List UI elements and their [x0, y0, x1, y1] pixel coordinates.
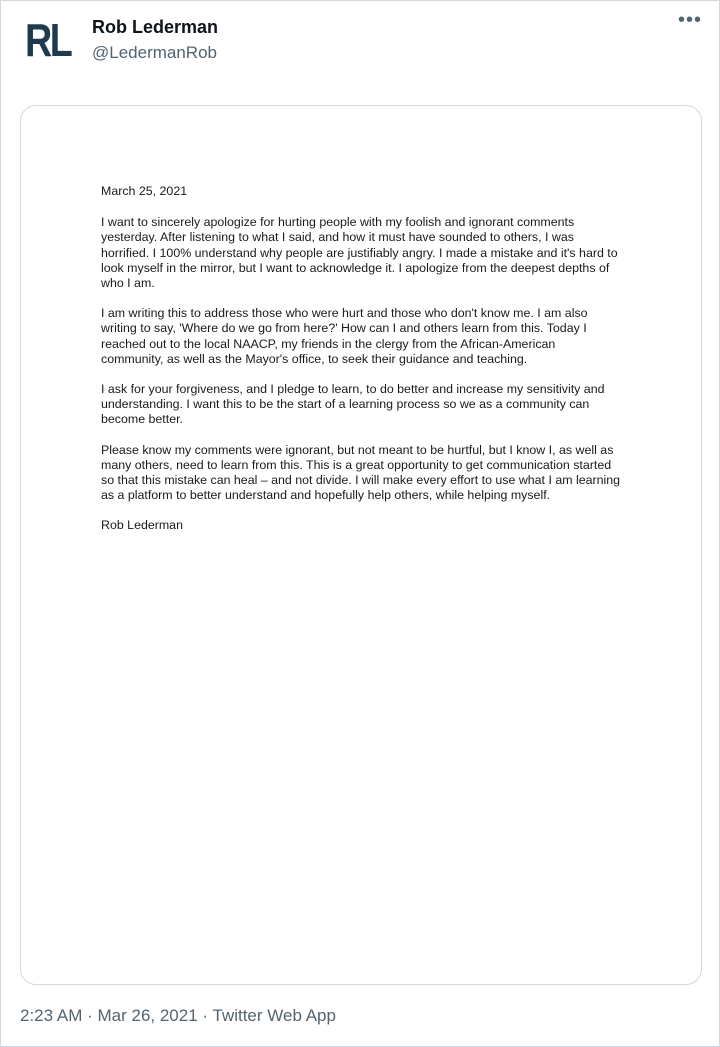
- letter-paragraph: Please know my comments were ignorant, but not meant to be hurtful, but I know I, as well as many others, need to learn from this. This is a great opportunity to get communication started so that this mistake can heal – and not divide. I will make every effort to use what I am learning as a platform to better understand and hopefully help others, while helping myself.: [101, 442, 621, 503]
- tweet-metadata: [20, 1006, 336, 1026]
- separator: ·: [197, 1006, 213, 1025]
- tweet-time[interactable]: 2:23 AM: [20, 1006, 83, 1025]
- author-name[interactable]: Rob Lederman: [92, 17, 219, 37]
- letter-paragraph: I ask for your forgiveness, and I pledge to learn, to do better and increase my sensitivity and understanding. I want this to be the start of a learning process so we as a community can become better.: [101, 382, 605, 427]
- more-options-icon[interactable]: •••: [678, 9, 703, 31]
- letter-date: March 25, 2021: [101, 184, 188, 198]
- attached-image[interactable]: [20, 105, 702, 985]
- avatar-logo-text: RL: [25, 14, 71, 66]
- separator: ·: [82, 1006, 98, 1025]
- letter-signature: Rob Lederman: [101, 518, 183, 533]
- letter-paragraph: I am writing this to address those who were hurt and those who don't know me. I am also writing to say, 'Where do we go from here?' How can I and others learn from this. Today I reached out to the local NAACP, my friends in the clergy from the African-American community, as well as the Mayor's office, to seek their guidance and teaching.: [101, 306, 588, 366]
- tweet-source[interactable]: Twitter Web App: [212, 1006, 336, 1025]
- author-handle[interactable]: @LedermanRob: [92, 43, 217, 62]
- letter-paragraph: I want to sincerely apologize for hurting people with my foolish and ignorant comments yesterday. After listening to what I said, and how it must have sounded to others, I was horrified. I 100% understand why people are justifiably angry. I made a mistake and it's hard to look myself in the mirror, but I want to acknowledge it. I apologize from the deepest depths of who I am.: [101, 215, 618, 291]
- tweet-date[interactable]: Mar 26, 2021: [97, 1006, 198, 1025]
- avatar[interactable]: [20, 12, 76, 68]
- apology-letter: [101, 184, 621, 549]
